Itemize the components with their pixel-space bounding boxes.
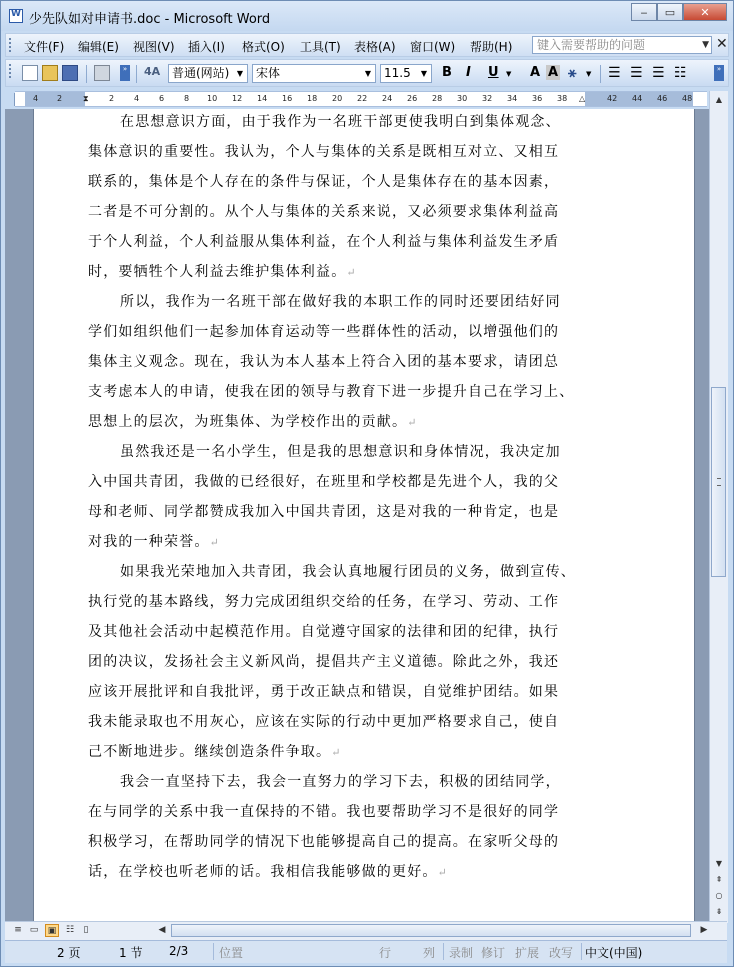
line-text: 于个人利益，个人利益服从集体利益，在个人利益与集体利益发生矛盾	[88, 234, 560, 250]
document-text-line[interactable]	[88, 651, 559, 671]
formatting-toolbar	[5, 59, 729, 87]
vertical-scroll-thumb[interactable]	[711, 387, 726, 577]
menubar-grip-icon[interactable]	[9, 38, 14, 52]
ruler-tick: 4	[134, 94, 140, 103]
ruler-tick: 8	[184, 94, 190, 103]
status-bar	[5, 940, 727, 963]
status-divider	[581, 943, 582, 960]
next-page-icon[interactable]: ⇟	[715, 907, 723, 916]
status-divider	[443, 943, 444, 960]
normal-view-icon[interactable]: ≡	[14, 925, 22, 935]
paragraph-mark-icon: ↵	[209, 536, 221, 549]
line-text: 团的决议，发扬社会主义新风尚，提倡共产主义道德。除此之外，我还	[88, 654, 560, 670]
view-and-horizontal-scroll-bar	[5, 921, 727, 940]
chevron-down-icon[interactable]: ▼	[586, 70, 592, 78]
status-column: 列	[423, 946, 436, 960]
help-search-placeholder: 键入需要帮助的问题	[537, 38, 646, 52]
right-indent-marker[interactable]: △	[579, 94, 586, 103]
ruler-tick: 42	[607, 94, 618, 103]
toolbar-grip-icon[interactable]	[9, 64, 14, 78]
ruler-tick: 38	[557, 94, 568, 103]
scroll-right-icon[interactable]: ▶	[700, 925, 708, 935]
help-search-input[interactable]	[532, 36, 712, 54]
new-document-icon[interactable]	[22, 65, 38, 81]
line-text: 支考虑本人的申请，使我在团的领导与教育下进一步提升自己在学习上、	[88, 384, 575, 400]
chevron-down-icon[interactable]: ▼	[420, 69, 428, 78]
status-section: 1 节	[119, 946, 143, 960]
menu-window[interactable]: 窗口(W)	[410, 40, 456, 54]
menu-edit[interactable]: 编辑(E)	[78, 40, 119, 54]
reading-layout-view-icon[interactable]: ▯	[83, 925, 89, 935]
document-area	[5, 109, 709, 921]
menu-insert[interactable]: 插入(I)	[188, 40, 225, 54]
menu-view[interactable]: 视图(V)	[133, 40, 175, 54]
paragraph-mark-icon: ↵	[346, 266, 357, 279]
line-text: 我未能录取也不用灰心，应该在实际的行动中更加严格要求自己，使自	[88, 714, 560, 730]
ruler-tick: 48	[682, 94, 693, 103]
character-shading-button[interactable]: A	[548, 65, 559, 80]
underline-button[interactable]: U	[488, 65, 499, 80]
font-select-value: 宋体	[256, 66, 281, 80]
ruler-tick: 24	[382, 94, 393, 103]
window-title: 少先队如对申请书.doc - Microsoft Word	[29, 12, 271, 27]
paragraph-mark-icon: ↵	[407, 416, 418, 429]
status-divider	[213, 943, 214, 960]
window-controls	[631, 3, 727, 21]
first-line-indent-marker[interactable]: ⧗	[83, 94, 89, 103]
document-text-line[interactable]	[120, 441, 561, 461]
style-select-value: 普通(网站)	[172, 66, 230, 80]
close-document-button[interactable]: ✕	[716, 36, 728, 52]
align-center-icon[interactable]: ☰	[630, 65, 643, 81]
ruler-tick: 32	[482, 94, 493, 103]
document-text-line[interactable]	[88, 831, 559, 851]
ruler-tick: 28	[432, 94, 443, 103]
document-text-line[interactable]	[88, 471, 559, 491]
text-effect-icon[interactable]: ⚹	[568, 65, 577, 81]
document-text-line[interactable]	[120, 561, 576, 581]
ruler-tick: 20	[332, 94, 343, 103]
font-color-button[interactable]: A	[530, 65, 541, 80]
vertical-scrollbar[interactable]	[709, 91, 728, 923]
distributed-align-icon[interactable]: ☷	[674, 65, 687, 81]
line-text: 如果我光荣地加入共青团，我会认真地履行团员的义务，做到宣传、	[120, 564, 576, 580]
ruler-tick: 22	[357, 94, 368, 103]
document-text-line[interactable]	[88, 231, 559, 251]
horizontal-ruler[interactable]	[15, 91, 707, 107]
line-text: 执行党的基本路线，努力完成团组织交给的任务，在学习、劳动、工作	[88, 594, 560, 610]
maximize-button[interactable]: ▭	[657, 3, 683, 21]
open-folder-icon[interactable]	[42, 65, 58, 81]
document-text-line[interactable]	[88, 141, 559, 161]
italic-button[interactable]: I	[466, 65, 471, 80]
document-text-line[interactable]	[88, 801, 559, 821]
document-text-line[interactable]	[120, 291, 561, 311]
line-text: 入中国共青团，我做的已经很好，在班里和学校都是先进个人，我的父	[88, 474, 560, 490]
document-text-line[interactable]	[88, 741, 342, 761]
minimize-button[interactable]: ‒	[631, 3, 657, 21]
status-language: 中文(中国)	[585, 946, 643, 960]
line-text: 在思想意识方面，由于我作为一名班干部更使我明白到集体观念、	[120, 114, 561, 130]
chevron-down-icon[interactable]: ▼	[702, 40, 709, 50]
document-text-line[interactable]	[88, 861, 448, 881]
line-text: 思想上的层次，为班集体、为学校作出的贡献。	[88, 414, 408, 430]
document-text-line[interactable]	[88, 171, 559, 191]
ruler-tick: 44	[632, 94, 643, 103]
bold-button[interactable]: B	[442, 65, 452, 80]
save-icon[interactable]	[62, 65, 78, 81]
status-record[interactable]: 录制	[449, 946, 474, 960]
align-right-icon[interactable]: ☰	[652, 65, 665, 81]
outline-view-icon[interactable]: ☷	[65, 925, 75, 935]
ruler-tick: 12	[232, 94, 243, 103]
line-text: 我会一直坚持下去，我会一直努力的学习下去，积极的团结同学，	[120, 774, 561, 790]
previous-page-icon[interactable]: ⇞	[715, 875, 723, 884]
line-text: 在与同学的关系中我一直保持的不错。我也要帮助学习不是很好的同学	[88, 804, 560, 820]
toolbar-options-icon[interactable]: »	[714, 65, 724, 81]
style-select[interactable]	[168, 64, 248, 83]
line-text: 联系的，集体是个人存在的条件与保证，个人是集体存在的基本因素，	[88, 174, 560, 190]
line-text: 己不断地进步。继续创造条件争取。	[88, 744, 332, 760]
document-text-line[interactable]	[120, 771, 561, 791]
ruler-tick: 30	[457, 94, 468, 103]
line-text: 话，在学校也听老师的话。我相信我能够做的更好。	[88, 864, 438, 880]
document-text-line[interactable]	[88, 201, 559, 221]
ruler-tick: 26	[407, 94, 418, 103]
scroll-down-icon[interactable]: ▼	[715, 859, 723, 868]
line-text: 及其他社会活动中起模范作用。自觉遵守国家的法律和团的纪律，执行	[88, 624, 560, 640]
toolbar-separator	[600, 65, 601, 83]
paragraph-mark-icon: ↵	[331, 746, 342, 759]
line-text: 集体意识的重要性。我认为，个人与集体的关系是既相互对立、又相互	[88, 144, 560, 160]
status-line: 行	[379, 946, 392, 960]
status-page-of: 2/3	[169, 944, 189, 958]
ruler-tick: 6	[159, 94, 165, 103]
line-text: 二者是不可分割的。从个人与集体的关系来说，又必须要求集体利益高	[88, 204, 560, 220]
status-track-changes[interactable]: 修订	[481, 946, 506, 960]
paragraph-mark-icon: ↵	[437, 866, 449, 879]
menu-help[interactable]: 帮助(H)	[470, 40, 513, 54]
align-left-icon[interactable]: ☰	[608, 65, 621, 81]
toolbar-options-icon[interactable]: »	[120, 65, 130, 81]
document-text-line[interactable]	[88, 531, 220, 551]
document-text-line[interactable]	[88, 591, 559, 611]
document-text-line[interactable]	[88, 381, 574, 401]
font-select[interactable]	[252, 64, 376, 83]
status-overtype[interactable]: 改写	[549, 946, 574, 960]
chevron-down-icon[interactable]: ▼	[364, 69, 372, 78]
ruler-tick: 18	[307, 94, 318, 103]
document-text-line[interactable]	[88, 321, 559, 341]
status-position: 位置	[219, 946, 244, 960]
scroll-up-icon[interactable]: ▲	[715, 95, 723, 104]
select-browse-object-icon[interactable]: ○	[715, 891, 723, 900]
web-layout-view-icon[interactable]: ▭	[29, 925, 39, 935]
scroll-left-icon[interactable]: ◀	[158, 925, 166, 935]
document-text-line[interactable]	[88, 621, 559, 641]
line-text: 母和老师、同学都赞成我加入中国共青团，这是对我的一种肯定，也是	[88, 504, 560, 520]
ruler-tick: 46	[657, 94, 668, 103]
ruler-tick: 36	[532, 94, 543, 103]
line-text: 应该开展批评和自我批评，勇于改正缺点和错误，自觉维护团结。如果	[88, 684, 560, 700]
toolbar-separator	[86, 65, 87, 83]
toolbar-separator	[136, 65, 137, 83]
font-size-value: 11.5	[384, 66, 411, 80]
document-text-line[interactable]	[88, 351, 559, 371]
status-page: 2 页	[57, 946, 81, 960]
chevron-down-icon[interactable]: ▼	[236, 69, 244, 78]
document-text-line[interactable]	[88, 411, 418, 431]
chevron-down-icon[interactable]: ▼	[506, 70, 512, 78]
styles-pane-icon[interactable]: 4A	[144, 65, 161, 78]
ruler-tick: 2	[57, 94, 63, 103]
document-text-line[interactable]	[88, 501, 559, 521]
line-text: 所以，我作为一名班干部在做好我的本职工作的同时还要团结好同	[120, 294, 561, 310]
line-text: 积极学习，在帮助同学的情况下也能够提高自己的提高。在家听父母的	[88, 834, 560, 850]
menu-table[interactable]: 表格(A)	[354, 40, 396, 54]
document-page[interactable]	[33, 109, 695, 921]
word-app-icon[interactable]	[9, 9, 23, 23]
line-text: 对我的一种荣誉。	[88, 534, 210, 550]
close-button[interactable]: ✕	[683, 3, 727, 21]
ruler-tick: 34	[507, 94, 518, 103]
document-text-line[interactable]	[88, 261, 357, 281]
document-text-line[interactable]	[120, 111, 561, 131]
ruler-tick: 16	[282, 94, 293, 103]
menu-format[interactable]: 格式(O)	[242, 40, 285, 54]
print-layout-view-icon[interactable]: ▣	[45, 924, 59, 937]
title-bar[interactable]	[1, 1, 733, 31]
menu-bar	[5, 33, 729, 57]
ruler-tick: 2	[109, 94, 115, 103]
ruler-tick: 4	[33, 94, 39, 103]
print-icon[interactable]	[94, 65, 110, 81]
horizontal-scroll-thumb[interactable]	[171, 924, 691, 937]
document-text-line[interactable]	[88, 711, 559, 731]
line-text: 虽然我还是一名小学生，但是我的思想意识和身体情况，我决定加	[120, 444, 561, 460]
ruler-tick: 10	[207, 94, 218, 103]
menu-tools[interactable]: 工具(T)	[300, 40, 341, 54]
font-size-select[interactable]	[380, 64, 432, 83]
line-text: 学们如组织他们一起参加体育运动等一些群体性的活动，以增强他们的	[88, 324, 560, 340]
ruler-tick: 14	[257, 94, 268, 103]
status-extend[interactable]: 扩展	[515, 946, 540, 960]
document-text-line[interactable]	[88, 681, 559, 701]
line-text: 时，要牺牲个人利益去维护集体利益。	[88, 264, 347, 280]
line-text: 集体主义观念。现在，我认为本人基本上符合入团的基本要求，请团总	[88, 354, 560, 370]
menu-file[interactable]: 文件(F)	[24, 40, 65, 54]
